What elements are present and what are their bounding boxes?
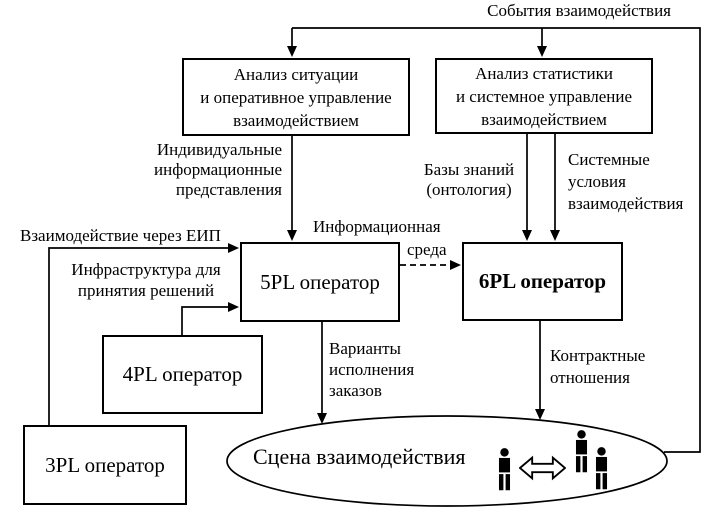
person-icon	[593, 446, 610, 490]
system-conditions-line1: Системные	[568, 150, 650, 169]
person-icon	[496, 447, 513, 491]
box-3pl-label: 3PL оператор	[45, 452, 165, 477]
box-5pl-operator	[240, 242, 400, 322]
system-conditions-line2: условия	[568, 172, 626, 191]
contract-relations-label	[550, 345, 645, 389]
system-conditions-label	[568, 149, 683, 215]
person-icon	[573, 429, 590, 473]
scene-label: Сцена взаимодействия	[253, 444, 466, 469]
box-statistics-analysis	[435, 58, 653, 134]
arrowhead	[535, 409, 545, 420]
box-statistics-line3: взаимодействием	[481, 109, 607, 129]
double-arrow-icon	[519, 455, 566, 481]
knowledge-bases-label	[414, 160, 524, 200]
box-situation-line3: взаимодействием	[233, 110, 359, 130]
contract-relations-line1: Контрактные	[550, 346, 646, 365]
order-variants-line2: исполнения	[329, 360, 415, 379]
contract-relations-line2: отношения	[550, 368, 630, 387]
knowledge-bases-line2: (онтология)	[426, 180, 512, 199]
system-conditions-line3: взаимодействия	[568, 194, 684, 213]
box-5pl-label: 5PL оператор	[260, 269, 380, 294]
arrowhead	[287, 46, 297, 57]
box-statistics-line1: Анализ статистики	[475, 63, 613, 83]
knowledge-bases-line1: Базы знаний	[423, 160, 515, 179]
box-6pl-label: 6PL оператор	[478, 269, 607, 293]
order-variants-label	[329, 338, 414, 401]
arrow-4pl-to-5pl	[182, 307, 230, 335]
arrowhead	[228, 302, 239, 312]
box-statistics-line2: и системное управление	[455, 86, 633, 106]
box-6pl-operator	[462, 242, 623, 321]
box-situation-line2: и оперативное управление	[200, 87, 392, 107]
arrowhead	[450, 260, 461, 270]
arrowhead	[550, 230, 560, 241]
infrastructure-line1: Инфраструктура для	[71, 260, 221, 279]
events-label: События взаимодействия	[487, 1, 671, 20]
box-situation-analysis	[182, 58, 410, 136]
individual-views-line1: Индивидуальные	[156, 140, 282, 159]
box-situation-line1: Анализ ситуации	[233, 64, 359, 84]
information-env-label-line1: Информационная	[313, 217, 441, 236]
box-4pl-operator	[102, 335, 263, 414]
infrastructure-line2: принятия решений	[77, 281, 215, 300]
arrowhead	[317, 413, 327, 424]
individual-views-label	[154, 140, 282, 200]
information-env-label-line2: среда	[407, 240, 447, 259]
box-3pl-operator	[23, 425, 187, 505]
box-4pl-label: 4PL оператор	[122, 362, 243, 386]
arrowhead	[522, 230, 532, 241]
individual-views-line2: информационные	[154, 160, 282, 179]
arrowhead	[287, 230, 297, 241]
order-variants-line1: Варианты	[329, 339, 401, 358]
order-variants-line3: заказов	[329, 381, 382, 400]
arrowhead	[537, 46, 547, 57]
infrastructure-label	[56, 259, 236, 301]
individual-views-line3: представления	[175, 180, 282, 199]
arrowhead	[228, 243, 239, 253]
eip-interaction-label: Взаимодействие через ЕИП	[20, 226, 221, 245]
